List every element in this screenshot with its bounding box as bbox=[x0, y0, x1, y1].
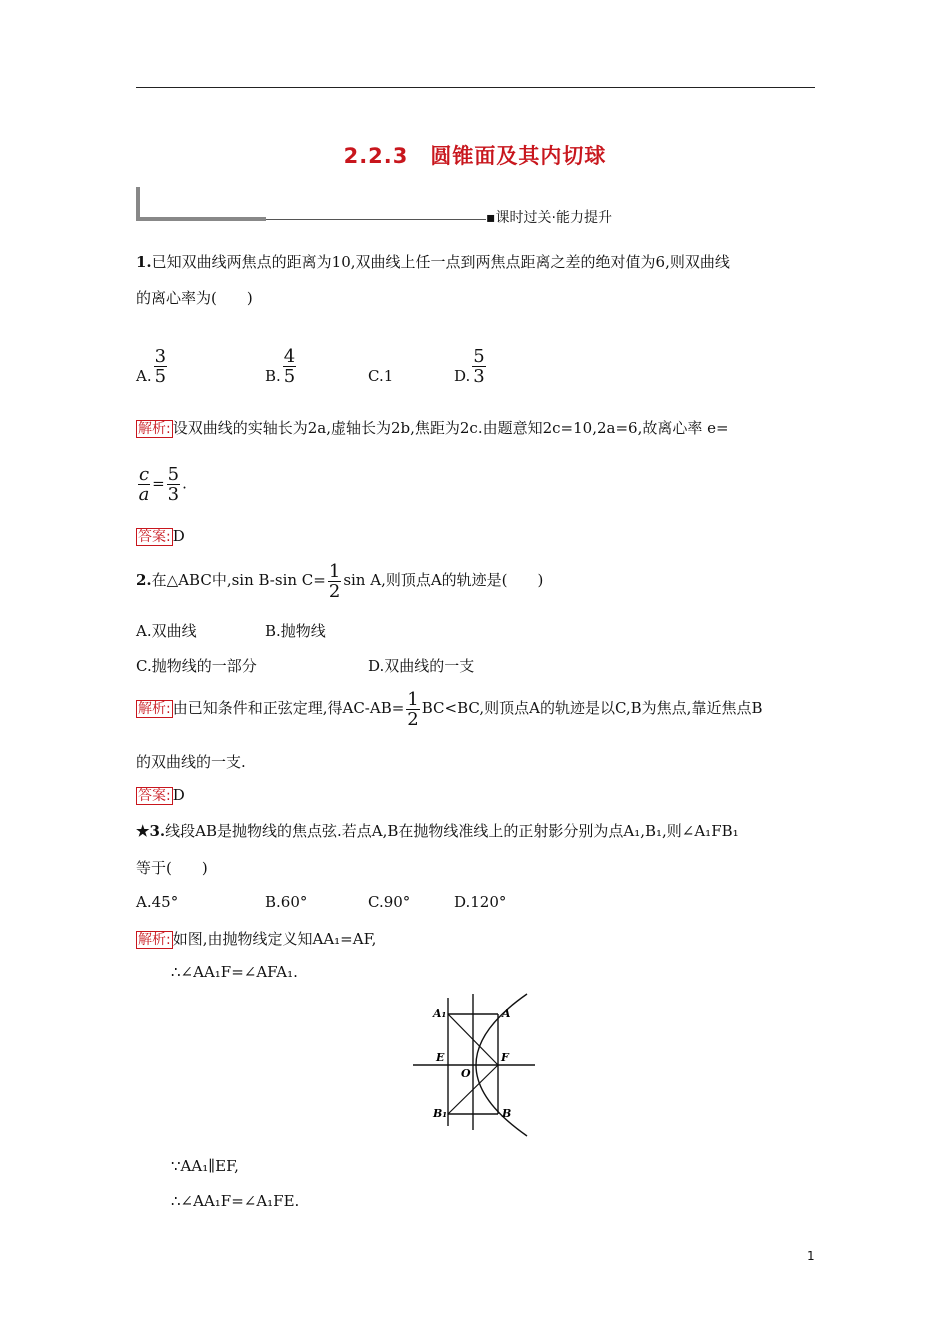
q1-option-b: B. $\frac{4}{5}$ bbox=[265, 345, 296, 387]
q1-stem-line1: 1.已知双曲线两焦点的距离为10,双曲线上任一点到两焦点距离之差的绝对值为6,则双曲线 bbox=[136, 253, 730, 271]
analysis-label: 解析: bbox=[138, 701, 171, 717]
q2-number: 2. bbox=[136, 571, 152, 589]
q3-option-b: B.60° bbox=[265, 893, 308, 911]
q2-answer: 答案: D bbox=[138, 786, 185, 804]
analysis-label: 解析: bbox=[138, 421, 171, 437]
page-number: 1 bbox=[807, 1249, 815, 1263]
q1-number: 1. bbox=[136, 253, 152, 271]
q3-stem-line2: 等于( ) bbox=[136, 859, 208, 877]
q3-option-d: D.120° bbox=[454, 893, 507, 911]
q2-analysis-line2: 的双曲线的一支. bbox=[136, 753, 246, 771]
q2-option-b: B.抛物线 bbox=[265, 622, 326, 640]
q2-option-a: A.双曲线 bbox=[136, 622, 197, 640]
q3-option-a: A.45° bbox=[136, 893, 179, 911]
label-o: O bbox=[461, 1067, 471, 1080]
q3-stem-line1: ★3.线段AB是抛物线的焦点弦.若点A,B在抛物线准线上的正射影分别为点A₁,B₁,则∠A₁FB₁ bbox=[136, 822, 739, 840]
label-a: A bbox=[502, 1007, 511, 1020]
banner-rule bbox=[266, 219, 486, 220]
q2-stem: 2.在△ABC中,sin B-sin C= $\frac{1}{2}$ sin A,则顶点A的轨迹是( ) bbox=[136, 561, 544, 602]
q1-answer: 答案: D bbox=[138, 527, 185, 545]
label-b: B bbox=[502, 1107, 512, 1120]
label-b1: B₁ bbox=[433, 1107, 448, 1120]
q1-analysis: 解析: 设双曲线的实轴长为2a,虚轴长为2b,焦距为2c.由题意知2c=10,2a=6,故离心率 e= bbox=[138, 419, 729, 437]
banner-bracket bbox=[136, 187, 140, 221]
answer-label: 答案: bbox=[138, 529, 171, 545]
banner-label: ▪课时过关·能力提升 bbox=[486, 210, 612, 226]
q3-step2: ∵AA₁∥EF, bbox=[171, 1157, 239, 1175]
q2-option-d: D.双曲线的一支 bbox=[368, 657, 475, 675]
q1-option-c: C.1 bbox=[368, 367, 394, 385]
top-rule bbox=[136, 87, 815, 88]
banner-bracket-base bbox=[136, 217, 266, 221]
parabola-figure bbox=[405, 988, 545, 1138]
analysis-label: 解析: bbox=[138, 932, 171, 948]
q1-analysis-formula: $\frac{c}{a}$ = $\frac{5}{3}$ . bbox=[138, 464, 187, 505]
q1-option-a: A. $\frac{3}{5}$ bbox=[136, 345, 167, 387]
answer-label: 答案: bbox=[138, 788, 171, 804]
section-title: 2.2.3 圆锥面及其内切球 bbox=[343, 144, 607, 168]
q1-option-d: D. $\frac{5}{3}$ bbox=[454, 345, 485, 387]
label-f: F bbox=[501, 1051, 509, 1064]
q2-analysis: 解析: 由已知条件和正弦定理,得AC-AB= $\frac{1}{2}$ BC<BC,则顶点A的轨迹是以C,B为焦点,靠近焦点B bbox=[138, 689, 763, 730]
label-e: E bbox=[436, 1051, 445, 1064]
q3-analysis: 解析: 如图,由抛物线定义知AA₁=AF, bbox=[138, 930, 377, 948]
q3-number: ★3. bbox=[136, 822, 166, 840]
q1-options bbox=[136, 345, 816, 402]
q3-step3: ∴∠AA₁F=∠A₁FE. bbox=[171, 1192, 300, 1210]
q3-step1: ∴∠AA₁F=∠AFA₁. bbox=[171, 963, 298, 981]
q2-option-c: C.抛物线的一部分 bbox=[136, 657, 257, 675]
q3-option-c: C.90° bbox=[368, 893, 411, 911]
q1-stem-line2: 的离心率为( ) bbox=[136, 289, 253, 307]
label-a1: A₁ bbox=[433, 1007, 447, 1020]
